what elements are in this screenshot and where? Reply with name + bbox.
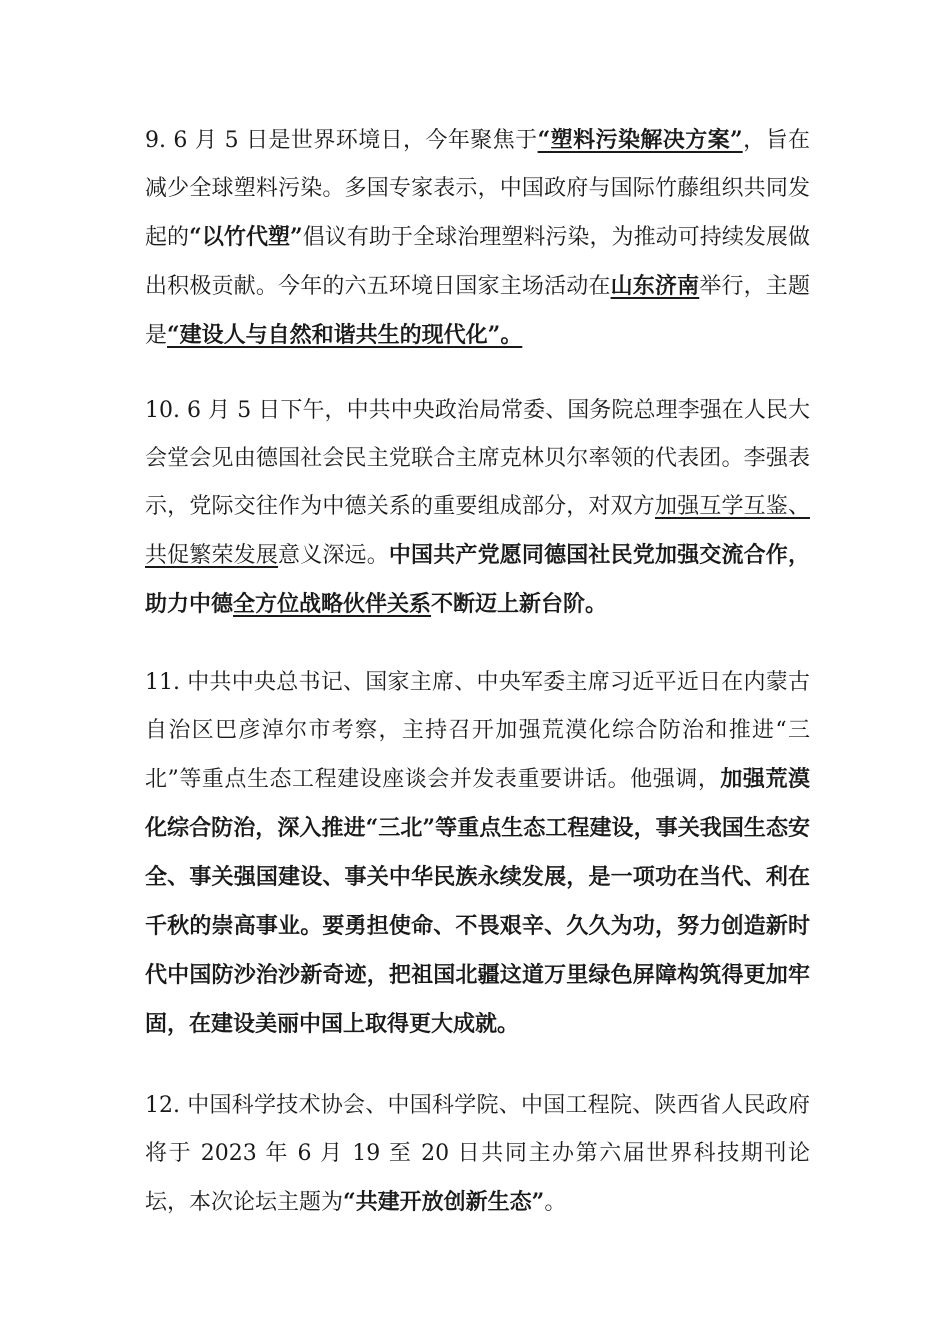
text-segment: 9. 6 月 5 日是世界环境日，今年聚焦于 <box>145 128 538 153</box>
paragraph <box>145 659 810 1049</box>
text-segment: 。 <box>544 1190 567 1215</box>
underlined-keyword: “塑料污染解决方案” <box>537 127 743 153</box>
text-segment: ，旨在减少全球塑料污染。多国专家表示，中国政府与国际竹藤组织共同发起的 <box>145 128 810 250</box>
bold-keyword: “以竹代塑” <box>189 224 303 250</box>
bold-keyword: 不断迈上新台阶。 <box>431 591 608 617</box>
bold-keyword: “共建开放创新生态” <box>343 1189 545 1215</box>
underlined-keyword: 加强互学互鉴、共促繁荣发展 <box>145 494 810 568</box>
paragraph <box>145 1082 810 1227</box>
underlined-keyword: 全方位战略伙伴关系 <box>233 591 432 617</box>
text-segment: 倡议有助于全球治理塑料污染，为推动可持续发展做出积极贡献。今年的六五环境日国家主场活动在 <box>145 225 810 299</box>
news-item-12 <box>145 1082 810 1227</box>
underlined-keyword: “建设人与自然和谐共生的现代化”。 <box>167 322 523 348</box>
news-item-11 <box>145 659 810 1049</box>
underlined-keyword: 山东济南 <box>610 273 700 299</box>
text-segment: 举行，主题是 <box>145 274 810 348</box>
news-item-10 <box>145 387 810 629</box>
text-segment: 12. 中国科学技术协会、中国科学院、中国工程院、陕西省人民政府将于 2023 年 6 月 19 至 20 日共同主办第六届世界科技期刊论坛，本次论坛主题为 <box>145 1093 810 1215</box>
text-segment: 11. 中共中央总书记、国家主席、中央军委主席习近平近日在内蒙古自治区巴彦淖尔市考察，主持召开加强荒漠化综合防治和推进“三北”等重点生态工程建设座谈会并发表重要讲话。他强调， <box>145 670 810 792</box>
paragraph <box>145 116 810 360</box>
bold-keyword: 加强荒漠化综合防治，深入推进“三北”等重点生态工程建设，事关我国生态安全、事关强国建设、事关中华民族永续发展，是一项功在当代、利在千秋的崇高事业。要勇担使命、不畏艰辛、久久为功，努力创造新时代中国防沙治沙新奇迹，把祖国北疆这道万里绿色屏障构筑得更加牢固，在建设美丽中国上取得更大成就。 <box>145 766 810 1037</box>
bold-keyword: 中国共产党愿同德国社民党加强交流合作，助力中德 <box>145 542 810 617</box>
text-segment: 10. 6 月 5 日下午，中共中央政治局常委、国务院总理李强在人民大会堂会见由德国社会民主党联合主席克林贝尔率领的代表团。李强表示，党际交往作为中德关系的重要组成部分，对双方 <box>145 398 810 519</box>
text-segment: 意义深远。 <box>278 543 389 568</box>
news-item-9 <box>145 116 810 360</box>
paragraph <box>145 387 810 629</box>
